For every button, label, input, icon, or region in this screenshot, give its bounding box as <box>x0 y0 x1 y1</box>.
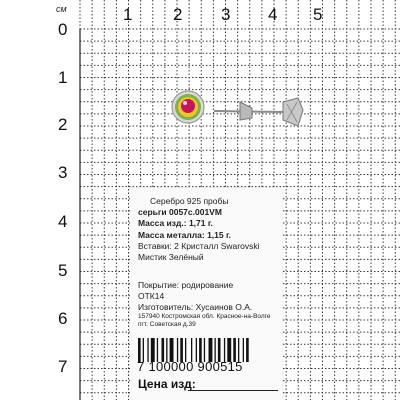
tag-article: серьги 0057с.001VM <box>138 207 222 217</box>
tag-coating: Покрытие: родирование <box>138 280 234 290</box>
tag-inserts: Вставки: 2 Кристалл Swarovski <box>138 241 260 251</box>
tag-manufacturer: Изготовитель: Хусаинов О.А. <box>138 302 253 312</box>
ruler-y-label: 1 <box>58 68 68 87</box>
tag-address-line1: 157940 Костромская обл. Красное-на-Волге <box>138 313 271 320</box>
ruler-y-label: 2 <box>58 115 68 134</box>
tag-qc: ОТК14 <box>138 291 165 301</box>
earring-stone <box>172 91 204 123</box>
ruler-unit-label: см <box>56 4 67 14</box>
barcode-bar <box>243 338 244 362</box>
tag-address-line2: пгт. Советская д.39 <box>138 321 196 328</box>
ruler-y-label: 7 <box>58 357 68 376</box>
ruler-x-label: 4 <box>268 5 278 24</box>
ruler-y-label: 3 <box>58 163 68 182</box>
ruler-x-label: 5 <box>313 5 323 24</box>
ruler-x-label: 2 <box>173 5 183 24</box>
tag-material: Серебро 925 пробы <box>150 196 229 206</box>
ruler-x-label: 1 <box>123 5 133 24</box>
tag-item-weight: Масса изд.: 1,71 г. <box>138 218 213 228</box>
price-label: Цена изд: <box>138 377 196 391</box>
ruler-y-label: 4 <box>58 212 68 231</box>
ruler-y-label: 0 <box>58 20 68 39</box>
barcode-number: 7 100000 900515 <box>137 359 243 374</box>
ruler-y-label: 5 <box>58 261 68 280</box>
ruler-x-label: 3 <box>221 5 231 24</box>
tag-metal-weight: Масса металла: 1,15 г. <box>138 230 232 240</box>
barcode-bar <box>246 338 249 362</box>
ruler-y-label: 6 <box>58 309 68 328</box>
tag-insert-color: Мистик Зелёный <box>138 252 204 262</box>
price-blank-line <box>188 390 278 391</box>
